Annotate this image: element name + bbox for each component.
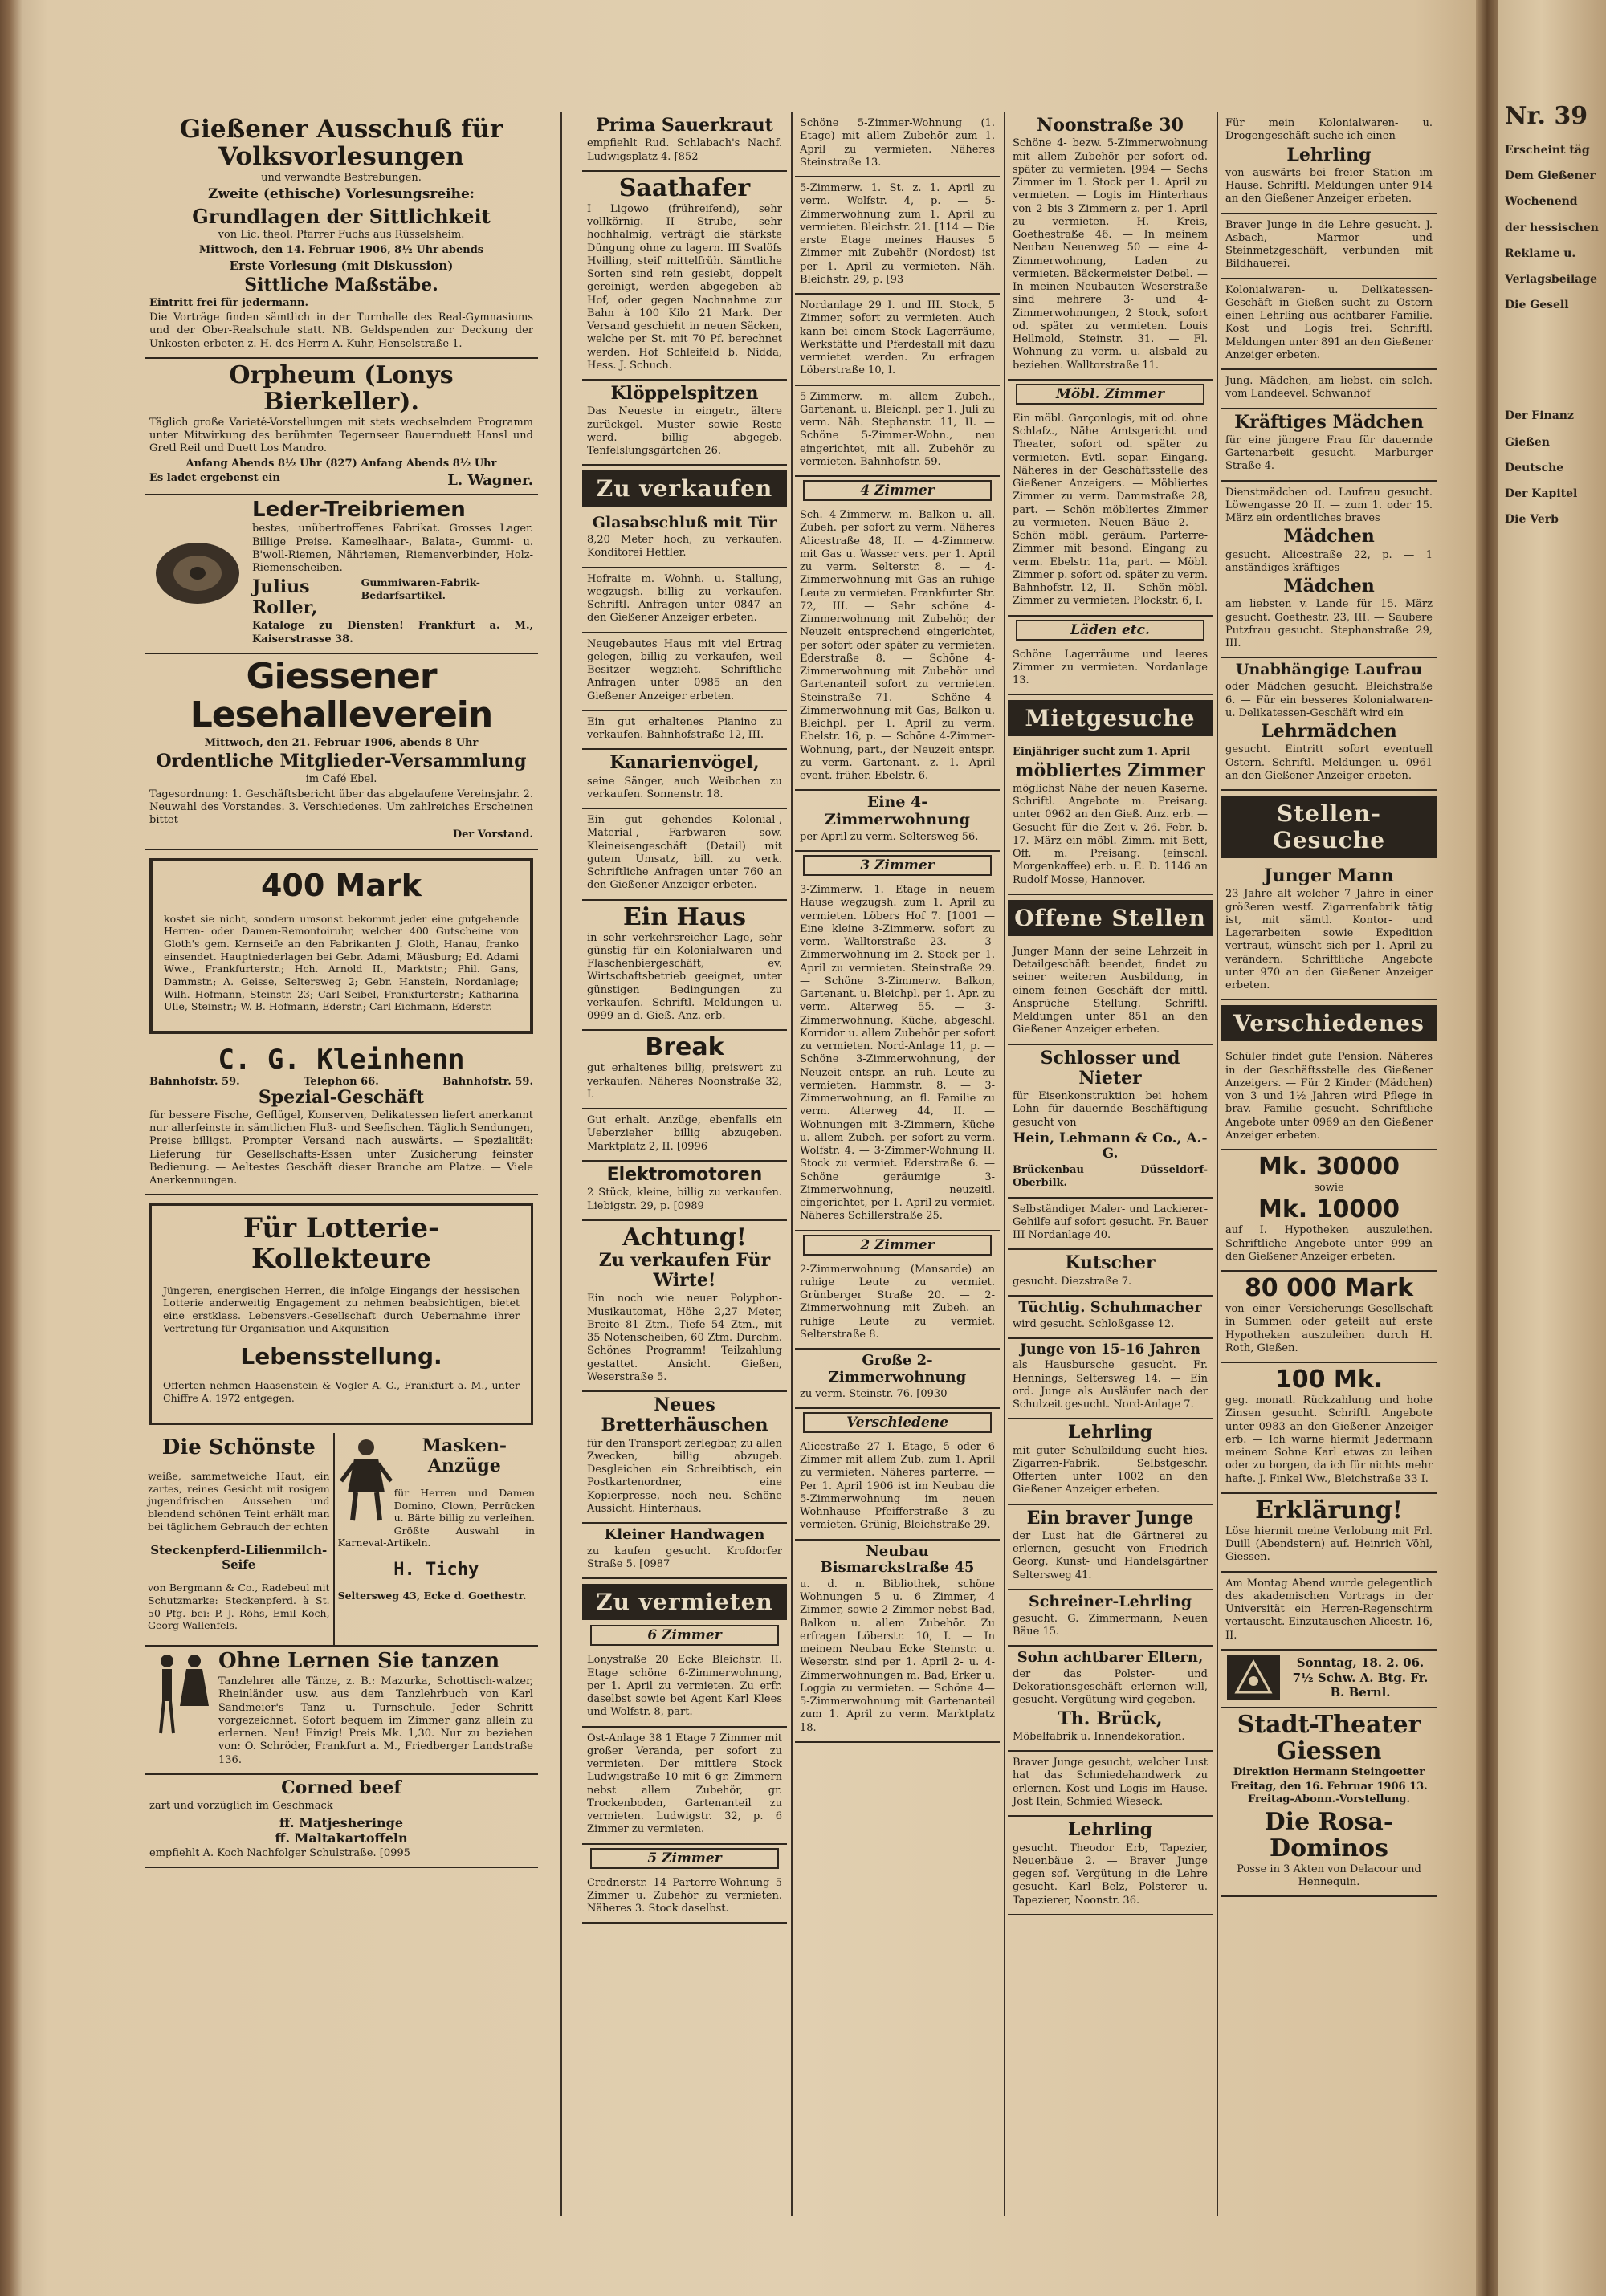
subsection-4-zimmer: 4 Zimmer	[803, 480, 992, 501]
ad-date: Mittwoch, den 21. Februar 1906, abends 8 Uhr	[204, 736, 479, 749]
section-header-stellen-gesuche: Stellen-Gesuche	[1221, 796, 1437, 858]
lodge-emblem-icon	[1225, 1654, 1282, 1702]
ad-text: Braver Junge in die Lehre gesucht. J. Asbach, Marmor- und Steinmetzgeschäft, verbunden mit Bildhauerei.	[1225, 218, 1433, 271]
section-header-verschiedenes: Verschiedenes	[1221, 1005, 1437, 1041]
ad-kleinhenn	[145, 1042, 538, 1195]
ad-address-right: Bahnhofstr. 59.	[442, 1075, 533, 1088]
ad-masken	[335, 1433, 538, 1646]
ad-regenschirm	[1221, 1573, 1437, 1651]
ad-text: kostet sie nicht, sondern umsonst bekommt jeder eine gutgehende Herren- oder Damen-Remontoiruhr, welcher 400 Gutscheine von Gloth's gem. Kernseife an den Fabrikanten J. Gloth, Hanau, franko einsendet. Hauptniederlagen bei Gebr. Adami, Mäusburg; Ed. Adami Wwe., Frankfurterstr.; Hch. Arnold II., Marktstr.; Phil. Gans, Dammstr.; A. Geisse, Seltersweg 2; Gebr. Hanstein, Nordanlage; Wilh. Hofmann, Steinstr. 23; Carl Seibel, Frankfurterstr.; Katharina Ulle, Steinstr.; W. B. Hofmann, Ederstr.; Carl Eichmann, Ederstr.	[164, 912, 519, 1013]
ad-title: 100 Mk.	[1274, 1366, 1384, 1394]
ad-text: Tanzlehrer alle Tänze, z. B.: Mazurka, Schottisch-walzer, Rheinländer usw. aus dem Tanzlehrbuch von Karl Sandmeier's Tanz- u. Turnschule. Jeder Schritt vorgezeichnet. Sofort bequem im Zimmer ganz allein zu erlernen. Neu! Einzig! Preis Mk. 1,30. Nur zu beziehen von: O. Schröder, Frankfurt a. M., Friedberger Landstraße 136.	[218, 1675, 533, 1766]
book-binding	[1476, 0, 1498, 2296]
ad-text: Ein gut erhaltenes Pianino zu verkaufen. Bahnhofstraße 12, III.	[587, 715, 782, 742]
ad-text: bestes, unübertroffenes Fabrikat. Grosses Lager. Billige Preise. Kameelhaar-, Balata-, Gummi- u. B'woll-Riemen, Nähriemen, Riemenverbinder, Holz-Riemenscheiben.	[252, 523, 533, 575]
ad-achtung-wirte	[582, 1221, 787, 1392]
ad-title: Kutscher	[1065, 1252, 1156, 1274]
ad-ost-anlage	[582, 1728, 787, 1845]
ad-100-mk	[1221, 1363, 1437, 1494]
column-4	[1008, 112, 1213, 2216]
ad-firm: empfiehlt A. Koch Nachfolger Schulstraße. [0995	[149, 1846, 410, 1859]
ad-host: L. Wagner.	[447, 471, 533, 489]
ad-title: 400 Mark	[260, 867, 422, 903]
ad-text: empfiehlt Rud. Schlabach's Nachf. Ludwigsplatz 4. [852	[587, 137, 782, 163]
ad-text-2: am liebsten v. Lande für 15. März gesucht. Goethestr. 23, III. — Saubere Putzfrau gesucht. Stephanstraße 29, III.	[1225, 598, 1433, 650]
column-1	[145, 112, 538, 2216]
ad-text: gesucht. Diezstraße 7.	[1013, 1275, 1132, 1288]
ad-4-zimmer-list	[795, 504, 1000, 791]
ad-title: Sohn achtbarer Eltern,	[1017, 1649, 1204, 1667]
ad-text: Ein noch wie neuer Polyphon-Musikautomat, Höhe 2,27 Meter, Breite 81 Ztm., Tiefe 54 Ztm., mit 35 Notenscheiben, 60 Ztm. Durchm. Schönes Programm! Teilzahlung gestattet. Ansicht. Gießen, Weserstraße 5.	[587, 1293, 782, 1383]
ad-text: Ein möbl. Garçonlogis, mit od. ohne Schlafz., Nähe Amtsgericht und Theater, sofort od. später zu vermieten. Evtl. separ. Eingang. Näheres in der Geschäftsstelle des Gießener Anzeigers. — Möbliertes Zimmer zu verm. Dammstraße 28, part. — Schön möbliertes Zimmer zu vermieten. Neuen Bäue 2. — Schön möbl. geräum. Parterre-Zimmer mit besond. Eingang zu verm. Ebelstr. 11a, part. — Möbl. Zimmer p. sofort od. später zu verm. Bahnhofstr. 12, II. — Schön möbl. Zimmer zu vermieten. Plockstr. 6, I.	[1013, 412, 1208, 608]
adjacent-page-edge	[1498, 0, 1606, 2296]
ad-connector: sowie	[1314, 1182, 1344, 1195]
ad-text: Schöne 5-Zimmer-Wohnung (1. Etage) mit allem Zubehör zum 1. April zu vermieten. Näheres Steinstraße 13.	[800, 117, 995, 169]
ad-title: Leder-Treibriemen	[252, 497, 466, 522]
ad-item: ff. Matjesheringe	[279, 1814, 404, 1830]
ad-stadt-theater	[1221, 1708, 1437, 1897]
ad-text: Kolonialwaren- u. Delikatessen-Geschäft in Gießen sucht zu Ostern einen Lehrling aus achtbarer Familie. Kost und Logis frei. Schriftl. Meldungen unter 891 an den Gießener Anzeiger erbeten.	[1225, 283, 1433, 361]
ad-title: Große 2-Zimmerwohnung	[828, 1352, 967, 1386]
ad-text: Hofraite m. Wohnh. u. Stallung, wegzugsh. billig zu verkaufen. Schriftl. Anfragen unter 0847 an den Gießener Anzeiger erbeten.	[587, 572, 782, 625]
ad-title: möbliertes Zimmer	[1015, 759, 1205, 781]
ad-handwagen	[582, 1524, 787, 1579]
ad-text: per April zu verm. Seltersweg 56.	[800, 830, 979, 843]
ad-neubau-bismarckstrasse	[795, 1541, 1000, 1743]
ad-lecture: Erste Vorlesung (mit Diskussion)	[229, 258, 454, 273]
ad-text: wird gesucht. Schloßgasse 12.	[1013, 1317, 1175, 1330]
ad-maedchen	[1221, 482, 1437, 659]
ad-title: Masken-Anzüge	[422, 1435, 507, 1477]
ad-intro: Einjähriger sucht zum 1. April	[1013, 746, 1191, 759]
ad-title: Lehrling	[1067, 1422, 1153, 1443]
column-divider	[560, 112, 562, 2216]
ad-text: von einer Versicherungs-Gesellschaft in Summen oder geteilt auf erste Hypotheken auszuleihen durch H. Roth, Gießen.	[1225, 1303, 1433, 1354]
ad-junger-mann-gesuch	[1221, 863, 1437, 1000]
ad-row-schoenste-masken	[145, 1433, 538, 1647]
ad-text: Am Montag Abend wurde gelegentlich des akademischen Vortrags in der Universität ein Herren-Regenschirm vertauscht. Einzutauschen Alicestr. 16, II.	[1225, 1577, 1433, 1642]
section-header-zu-verkaufen: Zu verkaufen	[582, 470, 787, 507]
ad-lesehalleverein	[145, 654, 538, 850]
ad-text: auf I. Hypotheken auszuleihen. Schriftliche Angebote unter 999 an den Gießener Anzeiger erbeten.	[1225, 1224, 1433, 1263]
ad-text: für bessere Fische, Geflügel, Konserven, Delikatessen liefert anerkannt nur allerfeinste in sämtlichen Fluß- und Seefischen. Täglich Sendungen, Preise billigst. Prompter Versand nach auswärts. — Spezialität: Lieferung für Gesellschafts-Essen unter Zusicherung feinster Bedienung. — Aeltestes Geschäft dieser Branche am Platze. — Viele Anerkennungen.	[149, 1109, 533, 1187]
ad-text: Gut erhalt. Anzüge, ebenfalls ein Ueberzieher billig abzugeben. Marktplatz 2, II. [0996	[587, 1114, 782, 1153]
adjacent-page-number: Nr. 39	[1505, 102, 1588, 130]
ad-text: 3-Zimmerw. 1. Etage in neuem Hause wegzugsh. zum 1. April zu vermieten. Löbers Hof 7. [1001 — Eine kleine 3-Zimmerw. sofort zu verm. Walltorstraße 23. — 3-Zimmerwohnung im 2. Stock per 1. April zu vermieten. Steinstraße 29. — Schöne 3-Zimmerw. Balkon, Gartenant. u. Bleichpl. per 1. Apr. zu verm. Alterweg 55. — 3-Zimmerwohnung, Küche, abgeschl. Korridor u. allem Zubehör per sofort zu vermieten. Nord-Anlage 11, p. — Schöne 3-Zimmerwohnung, der Neuzeit entspr. an ruh. Leute zu vermieten. Hammstr. 8. — 3-Zimmerwohnung, an fl. Familie zu verm. Alterweg 44, II. — Wohnungen mit 3-Zimmern, Küche u. allem Zubeh. per sofort zu verm. Wolfstr. 4. — 3-Zimmer-Wohnung II. Stock zu vermiet. Ederstraße 6. — Schöne geräumige 3-Zimmerwohnung, neuzeitl. eingerichtet, per 1. April zu vermiet. Näheres Schillerstraße 25.	[800, 884, 995, 1223]
ad-title: Klöppelspitzen	[610, 383, 759, 405]
ad-text: gut erhaltenes billig, preiswert zu verkaufen. Näheres Noonstraße 32, I.	[587, 1062, 782, 1101]
ad-text: in sehr verkehrsreicher Lage, sehr günstig für ein Kolonialwaren- und Flaschenbiergeschäft, ev. Wirtschaftsbetrieb geeignet, unter günstigen Bedingungen zu verkaufen. Schriftl. Meldungen u. 0999 an d. Gieß. Anz. erb.	[587, 931, 782, 1023]
ad-text: Schüler findet gute Pension. Näheres in der Geschäftsstelle des Gießener Anzeigers. — Für 2 Kinder (Mädchen) von 3 und 1½ Jahren wird Pflege in brav. Familie gesucht. Schriftliche Angebote unter 0969 an den Gießener Anzeiger erbeten.	[1225, 1051, 1433, 1142]
ad-title: Neubau Bismarckstraße 45	[820, 1542, 975, 1577]
subsection-moebl-zimmer: Möbl. Zimmer	[1016, 384, 1204, 405]
ad-saathafer	[582, 172, 787, 381]
ad-ein-haus	[582, 901, 787, 1032]
ad-play-sub: Posse in 3 Akten von Delacour und Hennequin.	[1237, 1862, 1421, 1888]
ad-6-zimmer	[582, 1649, 787, 1727]
ad-title: Saathafer	[618, 173, 751, 202]
ad-sign: Der Vorstand.	[452, 828, 533, 841]
ad-text: Alicestraße 27 I. Etage, 5 oder 6 Zimmer mit allem Zub. zum 1. April zu vermieten. Näheres parterre. — Per 1. April 1906 ist im Neubau die 5-Zimmerwohnung im neuen Wohnhause Pfeifferstraße 3 zu vermieten. Grünig, Bleichstraße 29.	[800, 1440, 995, 1532]
ad-highlight: Lebensstellung.	[240, 1342, 442, 1370]
ad-title: Lehrling	[1067, 1819, 1153, 1841]
ad-text: 8,20 Meter hoch, zu verkaufen. Konditorei Hettler.	[587, 534, 782, 560]
ad-text: für eine jüngere Frau für dauernde Gartenarbeit gesucht. Marburger Straße 4.	[1225, 434, 1433, 473]
ad-text: weiße, sammetweiche Haut, ein zartes, reines Gesicht mit rosigem jugendfrischen Aussehen und blendend schönen Teint erhält man bei täglichem Gebrauch der echten	[148, 1470, 330, 1533]
subsection-3-zimmer: 3 Zimmer	[803, 855, 992, 876]
ad-text: Täglich große Varieté-Vorstellungen mit stets wechselndem Programm unter Mitwirkung des berühmten Tegernseer Bauernduett Hansl und Gretl Reil und Duett Los Mandro.	[149, 416, 533, 455]
ad-braver-junge	[1008, 1505, 1213, 1590]
ad-topic: Grundlagen der Sittlichkeit	[192, 204, 491, 228]
ad-text: I Ligowo (frühreifend), sehr vollkörnig. II Strube, sehr hochhalmig, verträgt die stärkste Düngung ohne zu lagern. III Svalöfs Hvilling, steif mittelfrüh. Sämtliche Sorten sind rein gesiebt, doppelt gereinigt, werden abgegeben ab Hof, oder gegen Nachnahme zur Bahn à 100 Kilo 21 Mark. Der Versand geschieht in neuen Säcken, welche per St. mit 70 Pf. berechnet werden. Hof Schleifeld b. Nidda, Hess. J. Schuch.	[587, 202, 782, 372]
ad-title: Schlosser und Nieter	[1040, 1047, 1180, 1089]
ad-text: u. d. n. Bibliothek, schöne Wohnungen 5 u. 6 Zimmer, 4 Zimmer, sowie 2 Zimmer nebst Bad, Balkon u. allem Zubehör. Zu erfragen Löberstr. 10, I. — In meinem Neubau Ecke Steinstr. u. Weserstr. sind per 1. April 2- u. 4-Zimmerwohnungen m. Bad, Erker u. Loggia zu vermieten. — Schöne 4—5-Zimmerwohnung mit Gartenanteil zum 1. April zu verm. Marktplatz 18.	[800, 1577, 995, 1734]
ad-text: 2-Zimmerwohnung (Mansarde) an ruhige Leute zu vermiet. Grünberger Straße 20. — 2-Zimmerwohnung mit Zubeh. an ruhige Leute zu vermiet. Selterstraße 8.	[800, 1263, 995, 1341]
ad-sauerkraut	[582, 112, 787, 172]
ad-text: mit guter Schulbildung sucht hies. Zigarren-Fabrik. Selbstgeschr. Offerten unter 1002 an den Gießener Anzeiger erbeten.	[1013, 1444, 1208, 1496]
ad-title: Giessener Lesehalleverein	[190, 655, 493, 736]
ad-title: Kräftiges Mädchen	[1234, 411, 1424, 433]
ad-title: Corned beef	[281, 1777, 402, 1798]
ad-schreiner-lehrling	[1008, 1590, 1213, 1647]
ad-corned-beef	[145, 1775, 538, 1868]
adjacent-page-line: Gießen	[1505, 435, 1550, 449]
subsection-laeden: Läden etc.	[1016, 620, 1204, 641]
ad-firm: Julius Roller,	[252, 576, 318, 619]
ad-lehrling-tapezier	[1008, 1817, 1213, 1915]
adjacent-page-line: Deutsche	[1505, 461, 1564, 474]
ad-text: Ost-Anlage 38 1 Etage 7 Zimmer mit großer Veranda, per sofort zu vermieten. Der mittlere Stock Ludwigstraße 10 mit 6 gr. Zimmern nebst allem Zubehör, gr. Trockenboden, Gartenanteil zu vermieten. Ludwigstr. 32, p. 6 Zimmer zu vermieten.	[587, 1732, 782, 1836]
ad-sohn-achtbarer-eltern	[1008, 1647, 1213, 1752]
ad-5-zimmer	[582, 1872, 787, 1924]
ad-text: von auswärts bei freier Station im Hause. Schriftl. Meldungen unter 914 an den Gießener Anzeiger erbeten.	[1225, 166, 1433, 206]
ad-lehrling-kolonial	[1221, 112, 1437, 214]
adjacent-page-line: Verlagsbeilage	[1505, 272, 1598, 286]
ad-laeden	[1008, 644, 1213, 696]
ad-junge	[1008, 1339, 1213, 1420]
ad-text: Nordanlage 29 I. und III. Stock, 5 Zimmer, sofort zu vermieten. Auch kann bei einem Stock Lagerräume, Werkstätte und Pferdestall mit dazu vermietet werden. Zu erfragen Löberstraße 10, I.	[800, 299, 995, 377]
ad-grosse-2-zimmer	[795, 1350, 1000, 1409]
ad-5-zimmer-list	[795, 177, 1000, 295]
ad-invite: Es ladet ergebenst ein	[149, 471, 280, 484]
ad-amount-2: Mk. 10000	[1257, 1195, 1400, 1224]
ad-text: Lonystraße 20 Ecke Bleichstr. II. Etage schöne 6-Zimmerwohnung, per 1. April zu vermieten. Zu erfr. daselbst sowie bei Agent Karl Klees und Wolfstr. 8, part.	[587, 1654, 782, 1719]
column-5	[1221, 112, 1437, 2216]
ad-place: im Café Ebel.	[305, 773, 377, 786]
ad-text: Schöne 4- bezw. 5-Zimmerwohnung mit allem Zubehör per sofort od. später zu vermieten. [994 — Sechs Zimmer im 1. Stock per 1. April zu vermieten. — Logis im Hinterhaus von 2 bis 3 Zimmern z. per 1. April zu vermieten. H. Kreis, Goethestraße 46. — In meinem Neubau Neuenweg 50 — eine 4-Zimmerwohnung, Laden zu vermieten. Bäckermeister Deibel. — In meinen Neubauten Weserstraße sind mehrere 3- und 4-Zimmerwohnungen, 2 Stock, sofort od. später zu vermieten. Louis Hellmold, Steinstr. 31. — Fl. Wohnung zu verm. u. alsbald zu beziehen. Walltorstraße 11.	[1013, 137, 1208, 372]
ad-junger-mann	[1008, 941, 1213, 1045]
ad-title: Unabhängige Laufrau	[1235, 661, 1423, 679]
ad-moebliertes-zimmer	[1008, 741, 1213, 895]
ad-erklaerung	[1221, 1494, 1437, 1573]
ad-break	[582, 1031, 787, 1109]
ad-lotterie	[149, 1203, 533, 1424]
ad-text: Das Neueste in eingetr., ältere zurückgel. Muster sowie Reste werd. billig abgegeb. Tenfelslungsgärtchen 26.	[587, 405, 782, 458]
dancers-illustration	[149, 1650, 214, 1738]
ad-neugebautes-haus	[582, 633, 787, 711]
ad-text: für Eisenkonstruktion bei hohem Lohn für dauernde Beschäftigung gesucht von	[1013, 1090, 1208, 1129]
ad-text: gesucht. G. Zimmermann, Neuen Bäue 15.	[1013, 1612, 1208, 1638]
ad-title: Für Lotterie-Kollekteure	[243, 1212, 440, 1275]
adjacent-page-line: Reklame u.	[1505, 246, 1576, 260]
ad-text: Crednerstr. 14 Parterre-Wohnung 5 Zimmer u. Zubehör zu vermieten. Näheres 3. Stock daselbst.	[587, 1876, 782, 1915]
ad-title: Die Schönste	[161, 1435, 316, 1459]
ad-text: Löse hiermit meine Verlobung mit Frl. Duill (Abendstern) auf. Heinrich Vöhl, Giessen.	[1225, 1525, 1433, 1564]
ad-3-zimmer-list	[795, 879, 1000, 1231]
ad-firm-sub: Gummiwaren-Fabrik-Bedarfsartikel.	[361, 576, 480, 602]
ad-series: Zweite (ethische) Vorlesungsreihe:	[207, 186, 475, 203]
ad-text: Jüngeren, energischen Herren, die infolge Eingangs der hessischen Lotterie anderweitig Engagement zu nehmen beabsichtigen, bietet eine erstklass. Lebensvers.-Gesellschaft durch Uebernahme ihrer Vertretung für Organisation und Akquisition	[163, 1284, 520, 1334]
ad-braver-junge-schmied	[1008, 1752, 1213, 1817]
harlequin-illustration	[338, 1436, 394, 1525]
ad-text: 5-Zimmerw. m. allem Zubeh., Gartenant. u. Bleichpl. per 1. Juli zu verm. Näh. Stephanstr. 11, II. — Schöne 5-Zimmer-Wohn., neu eingerichtet, mit all. Zubehör zu vermieten. Bahnhofstr. 59.	[800, 390, 995, 468]
ad-orpheum	[145, 359, 538, 495]
ad-text: für den Transport zerlegbar, zu allen Zwecken, billig abzugeb. Desgleichen ein Schreibtisch, ein Postkartenordner, eine Kopierpresse, noch neu. Schöne Aussicht. Hinterhaus.	[587, 1437, 782, 1515]
ad-text: Braver Junge gesucht, welcher Lust hat das Schmiedehandwerk zu erlernen. Kost und Logis im Hause. Jost Rein, Schmied Wieseck.	[1013, 1757, 1208, 1808]
ad-date: Freitag, den 16. Februar 1906 13. Freitag-Abonn.-Vorstellung.	[1230, 1781, 1428, 1806]
ad-title: C. G. Kleinhenn	[218, 1044, 465, 1077]
ad-title: Orpheum (Lonys Bierkeller).	[229, 360, 454, 416]
adjacent-page-line: Der Kapitel	[1505, 486, 1578, 500]
subsection-5-zimmer: 5 Zimmer	[590, 1848, 779, 1869]
adjacent-page-line: Die Gesell	[1505, 299, 1569, 312]
ad-phone: Telephon 66.	[304, 1075, 379, 1088]
ad-meeting: Ordentliche Mitglieder-Versammlung	[156, 750, 527, 771]
ad-jung-maedchen	[1221, 370, 1437, 409]
ad-maker: von Bergmann & Co., Radebeul mit Schutzmarke: Steckenpferd. à St. 50 Pfg. bei: P. J. Röhs, Emil Koch, Georg Wallenfels.	[148, 1582, 330, 1632]
ad-product: Steckenpferd-Lilienmilch-Seife	[150, 1542, 328, 1572]
ad-text: als Hausbursche gesucht. Fr. Hennings, Seltersweg 14. — Ein ord. Junge als Ausläufer nach der Schulzeit gesucht. Nord-Anlage 7.	[1013, 1359, 1208, 1411]
ad-maler	[1008, 1199, 1213, 1251]
ad-5-zimmer-more	[795, 386, 1000, 478]
ad-address: Seltersweg 43, Ecke d. Goethestr.	[337, 1590, 527, 1602]
ad-text: Neugebautes Haus mit viel Ertrag gelegen, billig zu verkaufen, weil Besitzer wegzieht. Schriftliche Anfragen unter 0985 an den Gießener Anzeiger erbeten.	[587, 637, 782, 702]
ad-hypotheken	[1221, 1150, 1437, 1272]
ad-400-mark	[149, 858, 533, 1035]
ad-schoenste	[145, 1433, 335, 1646]
ad-title: Kanarienvögel,	[609, 752, 760, 774]
ad-schuhmacher	[1008, 1297, 1213, 1339]
ad-title: Schreiner-Lehrling	[1028, 1592, 1192, 1610]
adjacent-page-line: Der Finanz	[1505, 409, 1574, 423]
ad-schlosser	[1008, 1045, 1213, 1199]
ad-verschiedene	[795, 1436, 1000, 1541]
ad-elektromotoren	[582, 1162, 787, 1221]
ad-text: der das Polster- und Dekorationsgeschäft erlernen will, gesucht. Vergütung wird gegeben.	[1013, 1667, 1208, 1707]
ad-title: Junger Mann	[1264, 865, 1394, 887]
ad-subtitle: und verwandte Bestrebungen.	[261, 172, 422, 185]
ad-firm: Th. Brück,	[1058, 1708, 1163, 1729]
adjacent-page-line: der hessischen	[1505, 221, 1599, 234]
adjacent-page-line: Dem Gießener	[1505, 169, 1596, 183]
ad-date: Mittwoch, den 14. Februar 1906, 8½ Uhr abends	[198, 243, 484, 256]
ad-text: zu kaufen gesucht. Krofdorfer Straße 5. [0987	[587, 1545, 782, 1571]
ad-title: Stadt-Theater Giessen	[1237, 1710, 1421, 1765]
ad-bretterhaeuschen	[582, 1392, 787, 1524]
ad-moebl-zimmer-list	[1008, 408, 1213, 617]
ad-delikatessen-lehrling	[1221, 279, 1437, 371]
ad-text: 2 Stück, kleine, billig zu verkaufen. Liebigstr. 29, p. [0989	[587, 1187, 782, 1212]
ad-kloeppelspitzen	[582, 381, 787, 466]
ad-title: Ohne Lernen Sie tanzen	[218, 1649, 500, 1674]
newspaper-page	[145, 112, 1461, 2232]
adjacent-page-line: Erscheint täg	[1505, 144, 1590, 157]
ad-title: 80 000 Mark	[1244, 1274, 1414, 1303]
ad-title: Lehrling	[1286, 144, 1372, 165]
ad-special: Spezial-Geschäft	[258, 1086, 425, 1108]
ad-item: ff. Maltakartoffeln	[275, 1830, 408, 1846]
ad-hofraite	[582, 568, 787, 633]
ad-note: Die Vorträge finden sämtlich in der Turnhalle des Real-Gymnasiums und der Ober-Realschule statt. NB. Geldspenden zur Deckung der Unkosten erbeten z. H. des Herrn A. Kuhr, Henselstraße 1.	[149, 311, 533, 350]
ad-text: Sonntag, 18. 2. 06. 7½ Schw. A. Btg. Fr. B. Bernl.	[1292, 1655, 1429, 1700]
ad-contact: Offerten nehmen Haasenstein & Vogler A.-G., Frankfurt a. M., unter Chiffre A. 1972 entgegen.	[163, 1379, 520, 1404]
ad-tanzen	[145, 1647, 538, 1775]
ad-nordanlage	[795, 295, 1000, 386]
belt-roll-illustration	[149, 537, 246, 609]
ad-pianino	[582, 711, 787, 751]
ad-place: Brückenbau Düsseldorf-Oberbilk.	[1013, 1164, 1208, 1190]
column-divider	[1217, 112, 1218, 2216]
ad-title: Ein braver Junge	[1026, 1507, 1194, 1529]
section-header-mietgesuche: Mietgesuche	[1008, 700, 1213, 736]
ad-firm-sub: Möbelfabrik u. Innendekoration.	[1013, 1730, 1185, 1743]
ad-title: Achtung!	[622, 1223, 747, 1252]
ad-kraeftiges-maedchen	[1221, 409, 1437, 482]
ad-schueler-pension	[1221, 1046, 1437, 1150]
ad-firm: H. Tichy	[393, 1559, 479, 1580]
ad-text: Sch. 4-Zimmerw. m. Balkon u. all. Zubeh. per sofort zu verm. Näheres Alicestraße 48, II. — 4-Zimmerw. mit Gas u. Wasser vers. per 1. April zu verm. Selterstr. 8. — 4-Zimmerwohnung mit Gas an ruhige Leute zu vermieten. Frankfurter Str. 72, III. — Sehr schöne 4-Zimmerwohnung mit Zubehör, der Neuzeit entsprechend eingerichtet, per sofort oder später zu vermieten. Ederstraße 8. — Schöne 4-Zimmerwohnung mit Zubehör und Gartenanteil sofort zu vermieten. Steinstraße 71. — Schöne 4-Zimmerwohnung mit Gas, Balkon u. Bleichpl. per 1. April zu verm. Ebelstr. 16, p. — Schöne 4-Zimmer-Wohnung, part., der Neuzeit entspr. zu verm. Gartenant. z. 1. April event. früher. Ebelstr. 6.	[800, 509, 995, 782]
adjacent-page-line: Wochenend	[1505, 195, 1578, 209]
ad-volksvorlesungen	[145, 112, 538, 359]
ad-kolonialwaren	[582, 809, 787, 901]
ad-text: seine Sänger, auch Weibchen zu verkaufen. Sonnenstr. 18.	[587, 775, 782, 800]
ad-title-2: Mädchen	[1283, 576, 1375, 597]
column-3	[795, 112, 1000, 2216]
ad-text: geg. monatl. Rückzahlung und hohe Zinsen gesucht. Schriftl. Angebote unter 0983 an den Gießener Anzeiger erb. — Ich warne hiermit Jedermann meinem Sohne Karl etwas zu leihen oder zu borgen, da ich für nichts mehr hafte. J. Finkel Ww., Bleichstraße 33 I.	[1225, 1394, 1433, 1485]
ad-title: Break	[645, 1033, 724, 1062]
ad-text: Schöne Lagerräume und leeres Zimmer zu vermieten. Nordanlage 13.	[1013, 648, 1208, 687]
ad-glasabschluss	[582, 511, 787, 568]
section-header-offene-stellen: Offene Stellen	[1008, 900, 1213, 936]
subsection-6-zimmer: 6 Zimmer	[590, 1625, 779, 1646]
ad-80000-mark	[1221, 1272, 1437, 1363]
ad-kutscher	[1008, 1250, 1213, 1297]
subsection-verschiedene: Verschiedene	[803, 1412, 992, 1433]
ad-lehrling	[1008, 1419, 1213, 1504]
column-divider	[791, 112, 793, 2216]
ad-lecture-title: Sittliche Maßstäbe.	[244, 274, 438, 295]
ad-text: der Lust hat die Gärtnerei zu erlernen, gesucht von Friedrich Georg, Kunst- und Handelsgärtner Seltersweg 41.	[1013, 1529, 1208, 1582]
ad-text: möglichst Nähe der neuen Kaserne. Schriftl. Angebote m. Preisang. unter 0962 an den Gieß. Anz. erb. — Gesucht für die Zeit v. 26. Febr. b. 17. März ein möbl. Zimm. mit Bett, Off. m. Preisang. (einschl. Morgenkaffee) erb. u. E. D. 1146 an Rudolf Mosse, Hannover.	[1013, 782, 1208, 886]
ad-firm: Hein, Lehmann & Co., A.-G.	[1013, 1130, 1208, 1162]
ad-sonntag	[1221, 1651, 1437, 1708]
ad-text: Junger Mann der seine Lehrzeit in Detailgeschäft beendet, findet zu seiner weiteren Ausbildung, in einem feinen Geschäft der mittl. Ansprüche Stellung. Schriftl. Meldungen unter 851 an den Gießener Anzeiger erbeten.	[1013, 945, 1208, 1036]
adjacent-page-line: Die Verb	[1505, 513, 1559, 527]
ad-title: Elektromotoren	[606, 1164, 763, 1185]
ad-address-left: Bahnhofstr. 59.	[149, 1075, 240, 1088]
ad-eine-4-zimmerwohnung	[795, 791, 1000, 852]
ad-title: Tüchtig. Schuhmacher	[1018, 1298, 1202, 1316]
subsection-2-zimmer: 2 Zimmer	[803, 1235, 992, 1256]
ad-title: Gießener Ausschuß für Volksvorlesungen	[179, 115, 503, 172]
adjacent-page-lines	[1498, 143, 1606, 527]
ad-title: Kleiner Handwagen	[604, 1526, 765, 1544]
ad-braver-junge-lehre	[1221, 214, 1437, 279]
ad-text: oder Mädchen gesucht. Bleichstraße 6. — Für ein besseres Kolonialwaren- u. Delikatessen-Geschäft wird ein	[1225, 681, 1433, 719]
ad-title: Mädchen	[1283, 526, 1375, 548]
ad-title: Neues Bretterhäuschen	[601, 1394, 768, 1436]
ad-agenda: Tagesordnung: 1. Geschäftsbericht über das abgelaufene Vereinsjahr. 2. Neuwahl des Vorstandes. 3. Verschiedenes. Um zahlreiches Erscheinen bittet	[149, 788, 533, 826]
section-header-zu-vermieten: Zu vermieten	[582, 1584, 787, 1620]
ad-amount: Mk. 30000	[1257, 1153, 1400, 1182]
ad-direction: Direktion Hermann Steingoetter	[1233, 1765, 1425, 1778]
ad-text: 5-Zimmerw. 1. St. z. 1. April zu verm. Wolfstr. 4, p. — 5-Zimmerwohnung zum 1. April zu vermieten. Bleichstr. 21. [114 — Die erste Etage meines Hauses 5 Zimmer mit Zubehör (Nordost) ist per 1. April zu vermieten. Näh. Bleichstr. 29, p. [93	[800, 182, 995, 286]
ad-title-2: Lehrmädchen	[1261, 721, 1397, 743]
ad-leder-treibriemen	[145, 495, 538, 654]
ad-title: Noonstraße 30	[1037, 115, 1184, 136]
ad-intro: Für mein Kolonialwaren- u. Drogengeschäft suche ich einen	[1225, 117, 1433, 143]
ad-text: für Herren und Damen Domino, Clown, Perrücken u. Bärte billig zu verleihen. Größte Auswahl in Karneval-Artikeln.	[337, 1486, 535, 1549]
ad-title: Glasabschluß mit Tür	[592, 514, 777, 532]
column-2	[582, 112, 787, 2216]
ad-text: 23 Jahre alt welcher 7 Jahre in einer größeren westf. Zigarrenfabrik tätig ist, mit sämtl. Kontor- und Lagerarbeiten sowie Expedition vertraut, wünscht sich per 1. April zu verändern. Schriftliche Angebote unter 970 an den Gießener Anzeiger erbeten.	[1225, 888, 1433, 992]
ad-2-zimmer-list	[795, 1259, 1000, 1350]
ad-subtitle: Zu verkaufen Für Wirte!	[598, 1249, 771, 1292]
ad-title: Erklärung!	[1255, 1496, 1403, 1525]
ad-text: zart und vorzüglich im Geschmack	[149, 1800, 333, 1813]
ad-title: Eine 4-Zimmerwohnung	[825, 793, 970, 829]
ad-play: Die Rosa-Dominos	[1264, 1807, 1394, 1862]
ad-anzuege	[582, 1109, 787, 1162]
ad-lecturer: von Lic. theol. Pfarrer Fuchs aus Rüsselsheim.	[218, 229, 465, 242]
ad-text-2: gesucht. Eintritt sofort eventuell Ostern. Schriftl. Meldungen u. 0961 an den Gießener Anzeiger erbeten.	[1225, 743, 1433, 782]
ad-text: Selbständiger Maler- und Lackierer-Gehilfe auf sofort gesucht. Fr. Bauer III Nordanlage 40.	[1013, 1203, 1208, 1242]
ad-title: Prima Sauerkraut	[596, 115, 773, 136]
ad-title: Junge von 15-16 Jahren	[1020, 1341, 1200, 1358]
ad-text: gesucht. Theodor Erb, Tapezier, Neuenbäue 2. — Braver Junge gegen sof. Vergütung in die Lehre gesucht. Karl Belz, Polsterer u. Tapezierer, Noonstr. 36.	[1013, 1842, 1208, 1907]
ad-address: Kataloge zu Diensten! Frankfurt a. M., Kaiserstrasse 38.	[252, 620, 533, 645]
ad-text: Ein gut gehendes Kolonial-, Material-, Farbwaren- sow. Kleineisengeschäft (Detail) mit gutem Umsatz, bill. zu verk. Schriftliche Anfragen unter 760 an den Gießener Anzeiger erbeten.	[587, 814, 782, 892]
ad-text: zu verm. Steinstr. 76. [0930	[800, 1387, 948, 1400]
ad-text: gesucht. Alicestraße 22, p. — 1 anständiges kräftiges	[1225, 548, 1433, 574]
ad-entry: Eintritt frei für jedermann.	[149, 296, 309, 309]
ad-times: Anfang Abends 8½ Uhr (827) Anfang Abends 8½ Uhr	[185, 457, 497, 470]
ad-noonstrasse	[1008, 112, 1213, 381]
ad-title: Ein Haus	[622, 902, 746, 931]
ad-intro: Dienstmädchen od. Laufrau gesucht. Löwengasse 20 II. — zum 1. oder 15. März ein ordentliches braves	[1225, 486, 1433, 525]
ad-text: Jung. Mädchen, am liebst. ein solch. vom Landeevel. Schwanhof	[1225, 375, 1433, 401]
ad-laufrau	[1221, 658, 1437, 791]
ad-5-zimmer-top	[795, 112, 1000, 177]
ad-kanarienvoegel	[582, 750, 787, 809]
column-divider	[1004, 112, 1005, 2216]
